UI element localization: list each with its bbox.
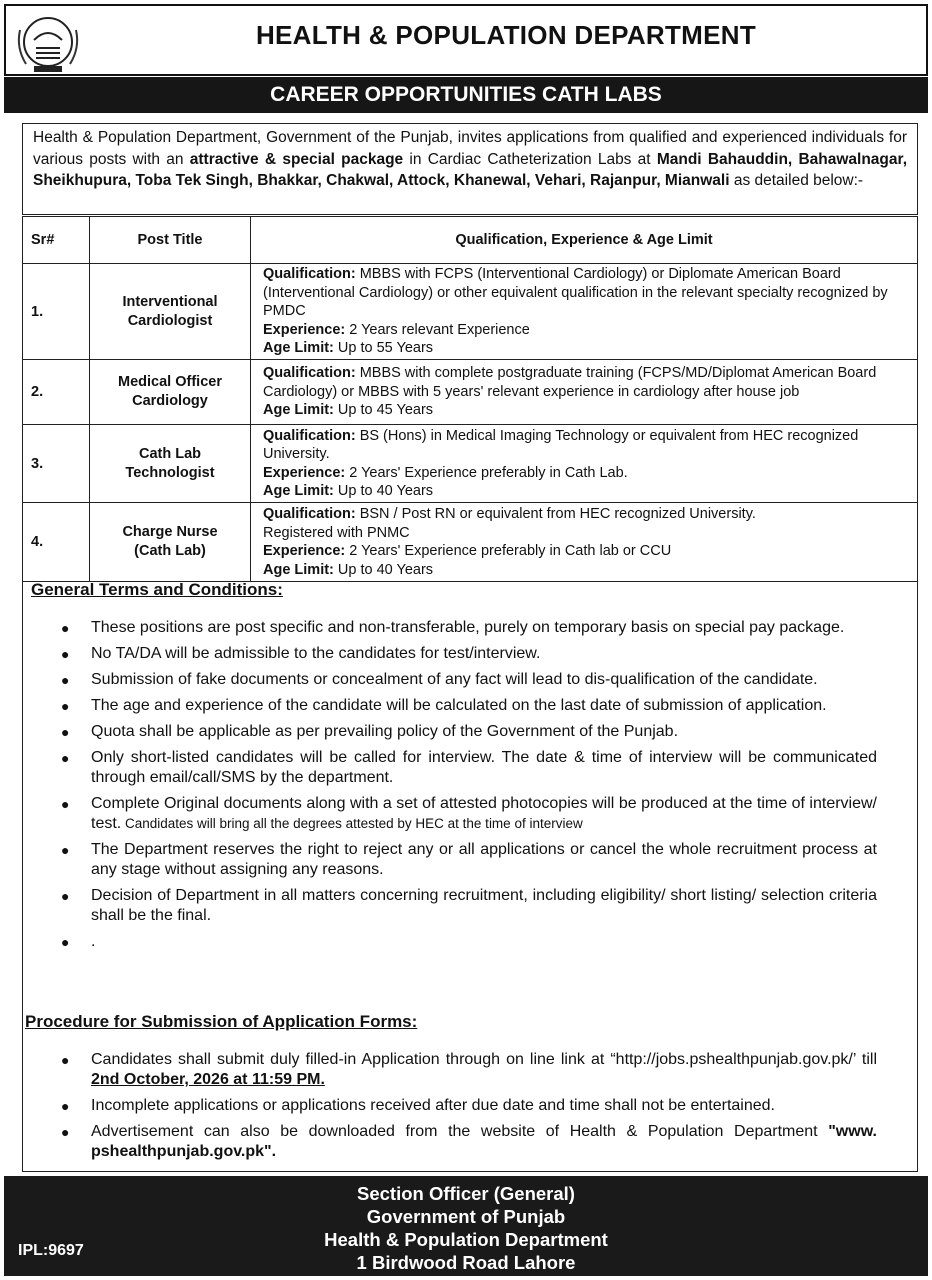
term-text: The Department reserves the right to reject any or all applications or cancel the whole recruitment process at any stage without assigning any reasons. — [91, 841, 877, 878]
post-title-line: Cath Lab — [138, 445, 202, 462]
table-row — [23, 264, 918, 360]
bullet-icon: ● — [61, 934, 70, 950]
post-title-line: Interventional — [122, 293, 218, 310]
intro-paragraph — [22, 123, 918, 215]
list-item — [23, 840, 917, 880]
signatory-government: Government of Punjab — [366, 1206, 566, 1227]
post-title — [90, 425, 251, 503]
list-item — [23, 1096, 917, 1116]
table-row — [23, 503, 918, 582]
bullet-icon: ● — [61, 724, 70, 740]
row-sr: 1. — [23, 264, 90, 360]
bullet-icon: ● — [61, 750, 70, 766]
experience-label: Experience: — [263, 543, 346, 559]
post-title-line: Cardiologist — [127, 312, 213, 329]
intro-text: in Cardiac Catheterization Labs at — [403, 150, 657, 168]
term-text: These positions are post specific and non-transferable, purely on temporary basis on special pay package. — [91, 619, 845, 636]
ipl-number: IPL:9697 — [18, 1242, 84, 1259]
row-sr: 3. — [23, 425, 90, 503]
term-text: Submission of fake documents or concealment of any fact will lead to dis-qualification of the candidate. — [91, 671, 818, 688]
age-label: Age Limit: — [263, 561, 334, 578]
header — [4, 4, 928, 76]
term-text: . — [91, 933, 96, 950]
signatory-department: Health & Population Department — [324, 1229, 608, 1250]
post-title-line: Medical Officer — [118, 374, 222, 390]
bullet-icon: ● — [61, 888, 70, 904]
row-sr: 4. — [23, 503, 90, 582]
age-label: Age Limit: — [263, 340, 334, 357]
table-row — [23, 425, 918, 503]
website-link[interactable]: "www. pshealthpunjab.gov.pk". — [91, 1123, 877, 1160]
post-requirements — [251, 503, 918, 582]
career-banner: CAREER OPPORTUNITIES CATH LABS — [4, 77, 928, 113]
post-title-line: (Cath Lab) — [134, 543, 206, 559]
post-title-line: Cardiology — [132, 393, 208, 409]
qualification-label: Qualification: — [263, 506, 356, 522]
row-sr: 2. — [23, 360, 90, 425]
terms-heading: General Terms and Conditions: — [31, 580, 283, 599]
term-text: Only short-listed candidates will be called for interview. The date & time of interview will be communicated through email/call/SMS by the department. — [91, 749, 877, 786]
intro-text: as detailed below:- — [729, 172, 864, 189]
deadline-date: 2nd October, 2026 at 11:59 PM. — [91, 1071, 325, 1088]
procedure-text: Incomplete applications or applications received after due date and time shall not be entertained. — [91, 1097, 775, 1114]
table-header-row — [23, 217, 918, 264]
experience-label: Experience: — [263, 464, 346, 481]
list-item — [23, 722, 917, 742]
column-header-qualification: Qualification, Experience & Age Limit — [251, 217, 918, 264]
list-item — [23, 696, 917, 716]
post-title-line: Charge Nurse — [122, 524, 218, 540]
term-text: Complete Original documents along with a set of attested photocopies will be produced at the time of interview/ test. — [91, 795, 877, 832]
list-item — [23, 932, 917, 952]
bullet-icon: ● — [61, 842, 70, 858]
signatory-block — [4, 1182, 928, 1274]
age-label: Age Limit: — [263, 483, 334, 499]
column-header-sr: Sr# — [23, 217, 90, 264]
list-item — [23, 1122, 917, 1162]
qualification-label: Qualification: — [263, 427, 356, 444]
term-text: Quota shall be applicable as per prevailing policy of the Government of the Punjab. — [91, 723, 679, 740]
term-text: No TA/DA will be admissible to the candidates for test/interview. — [91, 645, 541, 662]
qualification-text: BSN / Post RN or equivalent from HEC recognized University. — [359, 506, 756, 522]
qualification-text: MBBS with complete postgraduate training (FCPS/MD/Diplomat American Board Cardiology) or MBBS with 5 years' relevant experience in cardiology after house job — [263, 365, 877, 400]
term-text: The age and experience of the candidate will be calculated on the last date of submission of application. — [91, 697, 827, 714]
qualification-text: MBBS with FCPS (Interventional Cardiology) or Diplomate American Board (Interventional Cardiology) or other equivalent qualification in the relevant specialty recognized by PMDC — [263, 266, 888, 320]
terms-list — [23, 618, 917, 958]
procedure-text: Advertisement can also be downloaded from the website of Health & Population Department — [91, 1123, 829, 1140]
table-row — [23, 360, 918, 425]
experience-text: 2 Years relevant Experience — [349, 321, 530, 338]
intro-text: Health & Population Department, Government of the Punjab, invites applications from qualified and experienced individuals for various posts with an — [33, 129, 907, 168]
bullet-icon: ● — [61, 620, 70, 636]
bullet-icon: ● — [61, 1098, 70, 1114]
age-text: Up to 55 Years — [337, 340, 434, 357]
terms-section — [22, 574, 918, 1172]
bullet-icon: ● — [61, 796, 70, 812]
procedure-heading: Procedure for Submission of Application Forms: — [25, 1012, 418, 1031]
experience-label: Experience: — [263, 321, 346, 338]
age-text: Up to 45 Years — [337, 402, 434, 419]
procedure-text: Candidates shall submit duly filled-in Application through on line link at “http://jobs.pshealthpunjab.gov.pk/’ till — [91, 1051, 877, 1068]
experience-text: 2 Years' Experience preferably in Cath lab or CCU — [349, 543, 672, 559]
post-title — [90, 360, 251, 425]
list-item — [23, 1050, 917, 1090]
procedure-list — [23, 1050, 917, 1168]
signatory-title: Section Officer (General) — [357, 1183, 575, 1204]
column-header-title: Post Title — [90, 217, 251, 264]
post-title — [90, 264, 251, 360]
list-item — [23, 670, 917, 690]
list-item — [23, 794, 917, 834]
footer — [4, 1176, 928, 1276]
list-item — [23, 618, 917, 638]
department-title: HEALTH & POPULATION DEPARTMENT — [255, 20, 757, 50]
bullet-icon: ● — [61, 672, 70, 688]
post-title — [90, 503, 251, 582]
term-note: Candidates will bring all the degrees attested by HEC at the time of interview — [121, 816, 583, 831]
punjab-government-emblem-icon — [12, 10, 84, 76]
list-item — [23, 748, 917, 788]
post-requirements — [251, 264, 918, 360]
post-requirements — [251, 360, 918, 425]
qualification-label: Qualification: — [263, 266, 356, 283]
intro-emphasis: attractive & special package — [189, 150, 404, 168]
age-label: Age Limit: — [263, 402, 334, 419]
bullet-icon: ● — [61, 1124, 70, 1140]
age-text: Up to 40 Years — [337, 483, 434, 499]
post-title-line: Technologist — [125, 464, 215, 481]
posts-table — [22, 216, 918, 582]
term-text: Decision of Department in all matters concerning recruitment, including eligibility/ short listing/ selection criteria shall be the final. — [91, 887, 877, 924]
list-item — [23, 644, 917, 664]
qualification-text: Registered with PNMC — [263, 524, 410, 541]
post-requirements — [251, 425, 918, 503]
signatory-address: 1 Birdwood Road Lahore — [356, 1252, 576, 1273]
age-text: Up to 40 Years — [337, 561, 434, 578]
bullet-icon: ● — [61, 1052, 70, 1068]
list-item — [23, 886, 917, 926]
qualification-label: Qualification: — [263, 365, 356, 382]
experience-text: 2 Years' Experience preferably in Cath Lab. — [349, 464, 628, 481]
qualification-text: BS (Hons) in Medical Imaging Technology or equivalent from HEC recognized University. — [263, 427, 859, 462]
bullet-icon: ● — [61, 646, 70, 662]
bullet-icon: ● — [61, 698, 70, 714]
intro-locations: Mandi Bahauddin, Bahawalnagar, Sheikhupura, Toba Tek Singh, Bhakkar, Chakwal, Attock, Khanewal, Vehari, Rajanpur, Mianwali — [33, 150, 907, 189]
